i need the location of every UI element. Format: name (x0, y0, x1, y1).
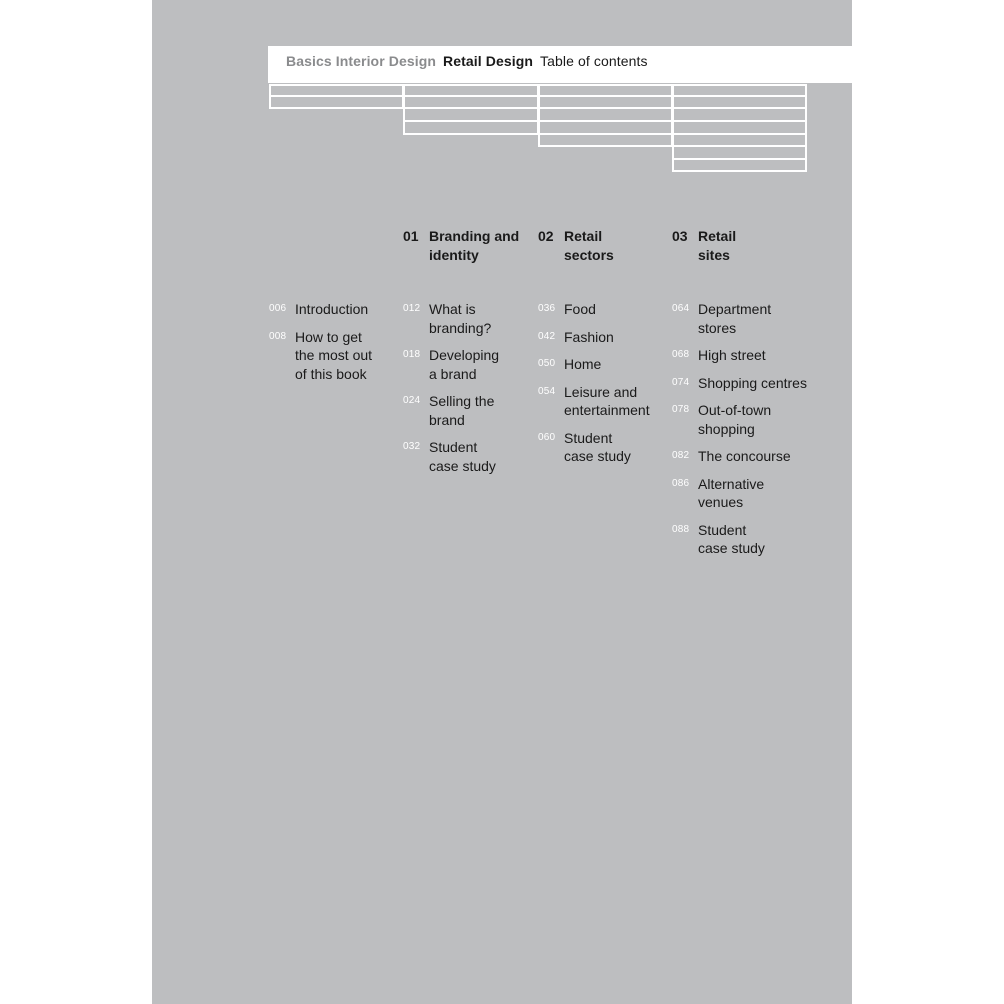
chapter-title: Retail sites (698, 228, 737, 263)
chapter-title: Retail sectors (564, 228, 614, 263)
entry-title: High street (698, 347, 766, 363)
book-title: Retail Design (443, 53, 534, 69)
chapter-01-contents-list (403, 300, 543, 484)
page-number: 012 (403, 303, 421, 314)
page-number: 068 (672, 349, 690, 360)
entry-title: Leisure and entertainment (564, 383, 650, 418)
entry-title: What is branding? (429, 301, 492, 336)
entry-title: Home (564, 356, 602, 372)
entry-title: Department stores (698, 301, 772, 336)
entry-title: Selling the brand (429, 393, 495, 428)
running-header (286, 52, 648, 70)
page-number: 042 (538, 330, 556, 342)
page-number: 088 (672, 523, 690, 535)
chapter-number: 02 (538, 228, 554, 244)
page-number: 008 (269, 330, 287, 342)
page-number: 074 (672, 376, 690, 388)
contents-entry[interactable] (672, 475, 812, 512)
contents-entry[interactable] (538, 355, 678, 374)
chapter-02-contents-list (538, 300, 678, 475)
entry-title: Developing a brand (429, 347, 500, 382)
page-number: 006 (269, 303, 287, 314)
page-number: 054 (538, 385, 556, 397)
contents-entry[interactable] (672, 346, 812, 365)
contents-entry[interactable] (403, 438, 543, 475)
contents-entry[interactable] (403, 392, 543, 429)
contents-entry[interactable] (672, 521, 812, 558)
entry-title: Out-of-town shopping (698, 402, 772, 437)
entry-title: Fashion (564, 328, 614, 345)
entry-title: Introduction (295, 301, 369, 317)
page-number: 060 (538, 431, 556, 443)
series-title: Basics Interior Design (286, 53, 437, 69)
page-number: 032 (403, 441, 421, 452)
contents-entry[interactable] (538, 328, 678, 347)
chapter-number: 01 (403, 228, 419, 244)
contents-entry[interactable] (538, 383, 678, 420)
page-number: 036 (538, 303, 556, 314)
contents-entry[interactable] (672, 401, 812, 438)
page-number: 078 (672, 404, 690, 415)
entry-title: How to get the most out of this book (295, 328, 373, 382)
entry-title: Student case study (698, 521, 765, 556)
entry-title: Student case study (564, 429, 631, 464)
contents-entry[interactable] (672, 374, 812, 393)
page-number: 086 (672, 477, 690, 489)
page-number: 064 (672, 303, 690, 314)
page-number: 050 (538, 358, 556, 369)
intro-contents-list (269, 300, 409, 392)
contents-entry[interactable] (269, 328, 409, 384)
page-number: 018 (403, 349, 421, 360)
chapter-number: 03 (672, 228, 688, 244)
contents-entry[interactable] (672, 447, 812, 466)
section-title: Table of contents (540, 53, 648, 69)
entry-title: Food (564, 301, 596, 317)
contents-entry[interactable] (538, 429, 678, 466)
contents-entry[interactable] (403, 346, 543, 383)
entry-title: Alternative venues (698, 475, 765, 510)
entry-title: The concourse (698, 448, 791, 464)
chapter-title: Branding and identity (429, 228, 520, 263)
entry-title: Student case study (429, 439, 496, 474)
contents-entry[interactable] (538, 300, 678, 319)
page-number: 024 (403, 395, 421, 406)
contents-entry[interactable] (269, 300, 409, 319)
entry-title: Shopping centres (698, 374, 807, 391)
chapter-03-contents-list (672, 300, 812, 567)
page-number: 082 (672, 450, 690, 461)
contents-entry[interactable] (403, 300, 543, 337)
contents-entry[interactable] (672, 300, 812, 337)
